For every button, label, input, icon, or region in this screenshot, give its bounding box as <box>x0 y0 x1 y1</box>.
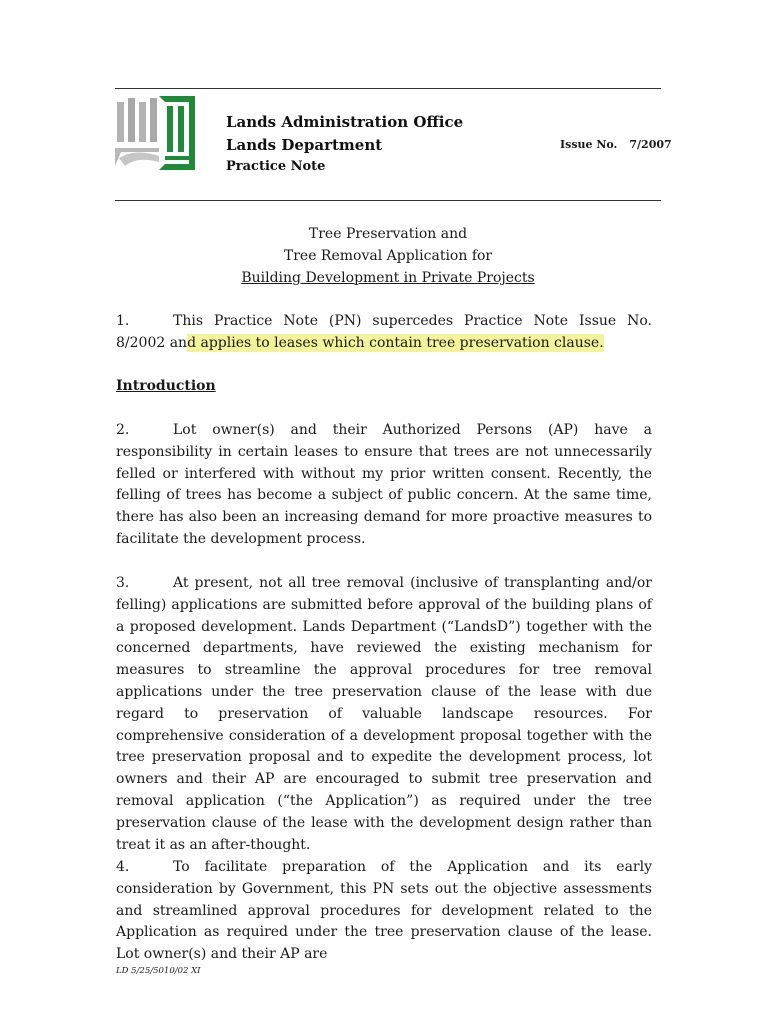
office-name: Lands Administration Office <box>226 113 464 131</box>
paragraph-number: 2. <box>116 422 130 438</box>
paragraph-3 <box>116 573 652 856</box>
title-line-2: Tree Removal Application for <box>283 248 493 264</box>
paragraph-number: 3. <box>116 575 130 591</box>
paragraph-number: 1. <box>116 313 130 329</box>
paragraph-text: This Practice Note (PN) supercedes Practice Note Issue No. 8/2002 an <box>116 313 652 351</box>
issue-info <box>560 138 672 151</box>
issue-number: 7/2007 <box>629 138 672 151</box>
document-type: Practice Note <box>226 159 326 174</box>
header-bottom-rule <box>115 200 661 201</box>
paragraph-text: To facilitate preparation of the Application and its early consideration by Government, this PN sets out the objective assessments and streamlined approval procedures for development related to the Application as required under the tree preservation clause of the lease. Lot owner(s) and their AP are <box>116 859 652 963</box>
lands-department-logo-icon <box>115 96 195 170</box>
highlighted-text: d applies to leases which contain tree preservation clause. <box>187 334 604 351</box>
paragraph-2 <box>116 420 652 551</box>
paragraph-text: At present, not all tree removal (inclusive of transplanting and/or felling) applications are submitted before approval of the building plans of a proposed development. Lands Department (“LandsD”) together with the concerned departments, have reviewed the existing mechanism for measures to streamline the approval procedures for tree removal applications under the tree preservation clause of the lease with due regard to preservation of valuable landscape resources. For comprehensive consideration of a development proposal together with the tree preservation proposal and to expedite the development process, lot owners and their AP are encouraged to submit tree preservation and removal application (“the Application”) as required under the tree preservation clause of the lease with the development design rather than treat it as an after-thought. <box>116 575 652 853</box>
department-name: Lands Department <box>226 136 383 154</box>
paragraph-number: 4. <box>116 859 130 875</box>
title-line-1: Tree Preservation and <box>308 226 468 242</box>
paragraph-1 <box>116 311 652 355</box>
footer-reference: LD 5/25/5010/02 XI <box>116 966 201 976</box>
issue-label: Issue No. <box>560 138 618 151</box>
section-heading-introduction: Introduction <box>116 378 216 394</box>
paragraph-text: Lot owner(s) and their Authorized Persons (AP) have a responsibility in certain leases to ensure that trees are not unnecessarily felled or interfered with without my prior written consent. Recently, the felling of trees has become a subject of public concern. At the same time, there has also been an increasing demand for more proactive measures to facilitate the development process. <box>116 422 652 547</box>
header-top-rule <box>115 88 661 89</box>
paragraph-4 <box>116 857 652 966</box>
title-line-3: Building Development in Private Projects <box>241 270 535 286</box>
